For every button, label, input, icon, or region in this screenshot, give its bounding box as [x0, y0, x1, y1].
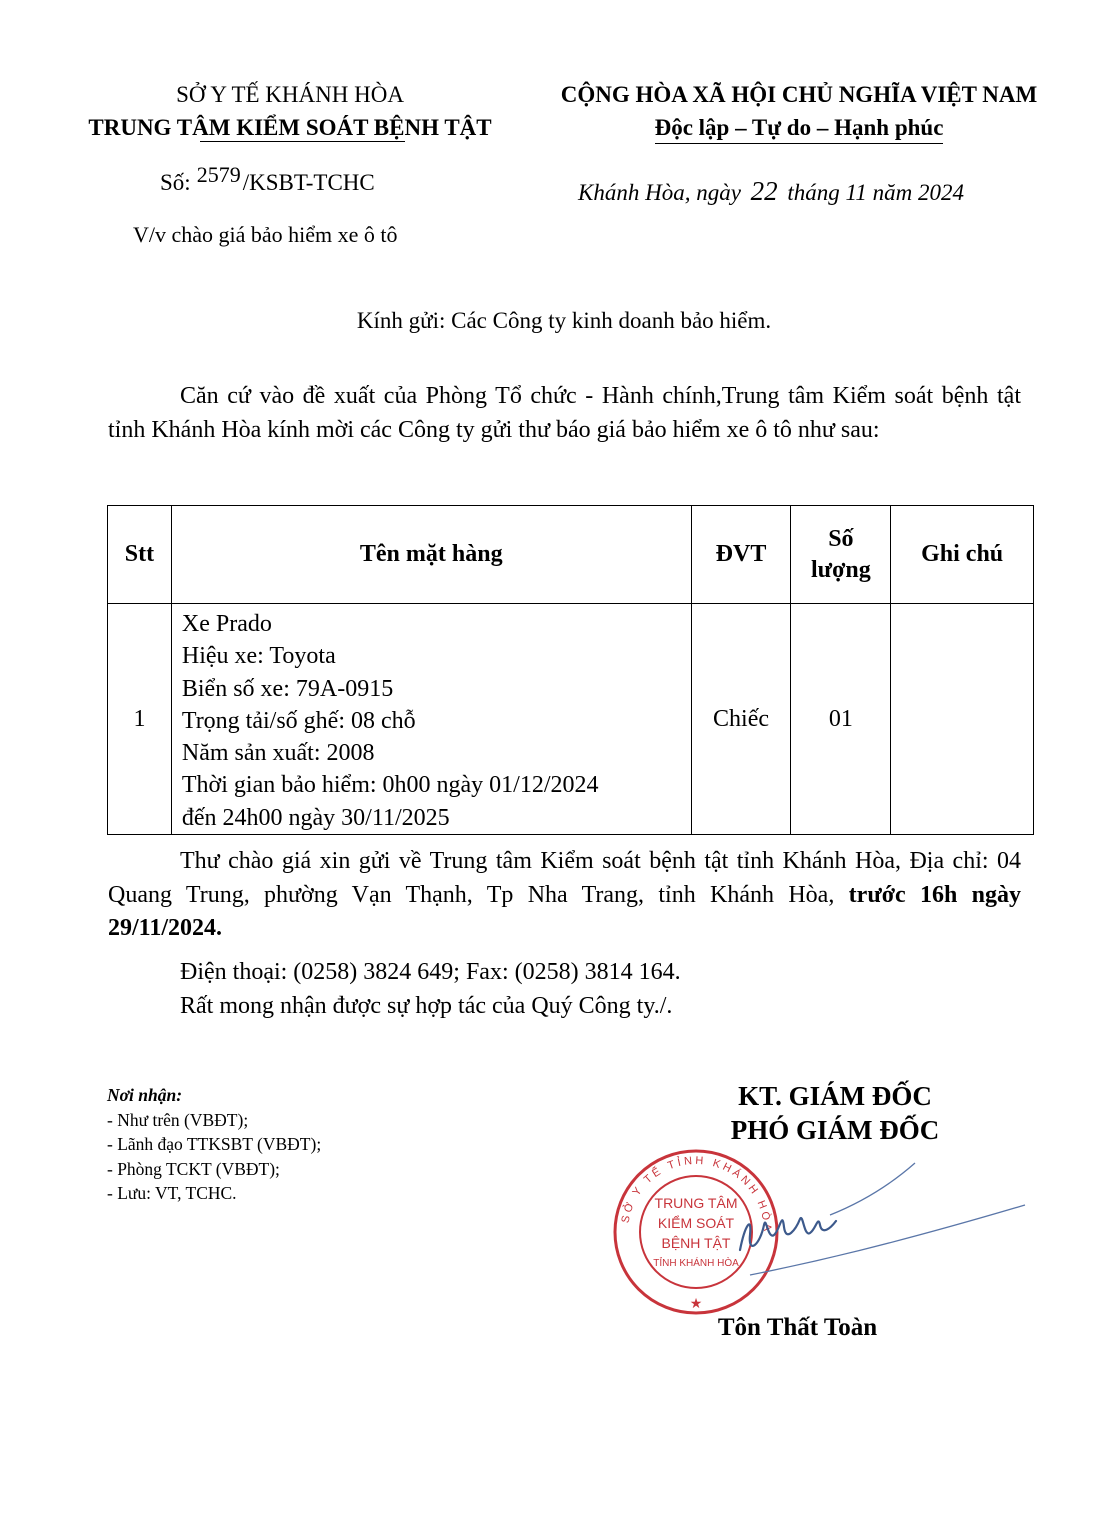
national-motto: Độc lập – Tự do – Hạnh phúc — [655, 114, 944, 144]
signature-stroke — [740, 1218, 836, 1250]
col-stt: Stt — [108, 506, 172, 604]
cell-stt: 1 — [108, 604, 172, 835]
col-note: Ghi chú — [891, 506, 1034, 604]
list-item: - Phòng TCKT (VBĐT); — [107, 1158, 280, 1179]
agency-name-text: TRUNG TÂM KIỂM SOÁT BỆNH TẬT — [88, 115, 492, 140]
national-header — [530, 78, 1068, 144]
item-line: đến 24h00 ngày 30/11/2025 — [181, 804, 450, 831]
country-name: CỘNG HÒA XÃ HỘI CHỦ NGHĨA VIỆT NAM — [560, 82, 1038, 107]
document-subject: V/v chào giá bảo hiểm xe ô tô — [133, 222, 398, 247]
col-item: Tên mặt hàng — [171, 506, 691, 604]
item-line: Thời gian bảo hiểm: 0h00 ngày 01/12/2024 — [181, 772, 599, 799]
col-qty-line1: Số — [828, 525, 854, 552]
item-line: Hiệu xe: Toyota — [181, 643, 336, 670]
intro-paragraph: Căn cứ vào đề xuất của Phòng Tổ chức - Hành chính,Trung tâm Kiểm soát bệnh tật tỉnh Khánh Hòa kính mời các Công ty gửi thư báo giá bảo hiểm xe ô tô như sau: — [108, 383, 1021, 443]
signer-name: Tôn Thất Toàn — [717, 1314, 878, 1341]
date-rest: tháng 11 năm 2024 — [787, 180, 964, 205]
item-line: Năm sản xuất: 2008 — [181, 740, 375, 767]
handwritten-signature — [700, 1155, 1030, 1305]
col-qty-line2: lượng — [811, 556, 871, 583]
recipients-title: Nơi nhận: — [107, 1085, 183, 1105]
stamp-ring-text: SỞ Y TẾ TỈNH KHÁNH HÒA — [619, 1154, 774, 1235]
closing-address: Thư chào giá xin gửi về Trung tâm Kiểm soát bệnh tật tỉnh Khánh Hòa, Địa chỉ: 04 Quang Trung, phường Vạn Thạnh, Tp Nha Trang, tỉnh Khánh Hòa, — [108, 848, 1021, 908]
item-line: Xe Prado — [181, 611, 272, 637]
agency-header — [60, 78, 520, 144]
cell-unit: Chiếc — [691, 604, 791, 835]
closing-paragraph — [108, 845, 1021, 946]
doc-no-suffix: /KSBT-TCHC — [242, 170, 375, 195]
agency-parent: SỞ Y TẾ KHÁNH HÒA — [176, 82, 404, 107]
doc-no-label: Số: — [160, 170, 191, 195]
cell-item — [171, 604, 691, 835]
stamp-line2: KIỂM SOÁT — [657, 1215, 735, 1231]
signature-line1: KT. GIÁM ĐỐC — [738, 1081, 932, 1111]
stamp-line3: BỆNH TẬT — [661, 1235, 731, 1251]
col-qty — [791, 506, 891, 604]
stamp-line1: TRUNG TÂM — [654, 1195, 738, 1211]
recipients-list — [107, 1083, 321, 1206]
star-icon: ★ — [689, 1296, 703, 1312]
date-day: 22 — [750, 176, 778, 206]
col-unit: ĐVT — [691, 506, 791, 604]
item-line: Biển số xe: 79A-0915 — [181, 675, 394, 702]
table-header-row — [108, 506, 1034, 604]
document-date — [578, 176, 964, 207]
recipient-line: Kính gửi: Các Công ty kinh doanh bảo hiểm. — [356, 308, 772, 333]
cell-note — [891, 604, 1034, 835]
contact-line: Điện thoại: (0258) 3824 649; Fax: (0258) 3814 164. — [180, 959, 681, 985]
list-item: - Lưu: VT, TCHC. — [107, 1183, 237, 1203]
table-row — [108, 604, 1034, 835]
thanks-line: Rất mong nhận được sự hợp tác của Quý Công ty./. — [180, 993, 673, 1019]
goods-table — [107, 505, 1034, 835]
stamp-line4: TỈNH KHÁNH HÒA — [653, 1258, 739, 1269]
doc-no-value: 2579 — [196, 162, 241, 187]
cell-qty: 01 — [791, 604, 891, 835]
signature-flourish — [830, 1163, 915, 1215]
signature-line2: PHÓ GIÁM ĐỐC — [730, 1115, 940, 1145]
document-number — [160, 162, 375, 196]
list-item: - Như trên (VBĐT); — [107, 1109, 249, 1130]
closing-deadline: trước 16h ngày 29/11/2024. — [108, 881, 1022, 941]
signature-title — [600, 1079, 1070, 1147]
signature-underline — [750, 1205, 1025, 1275]
date-prefix: Khánh Hòa, ngày — [578, 180, 741, 205]
list-item: - Lãnh đạo TTKSBT (VBĐT); — [107, 1134, 322, 1154]
agency-name — [60, 111, 520, 144]
item-line: Trọng tải/số ghế: 08 chỗ — [181, 707, 416, 734]
